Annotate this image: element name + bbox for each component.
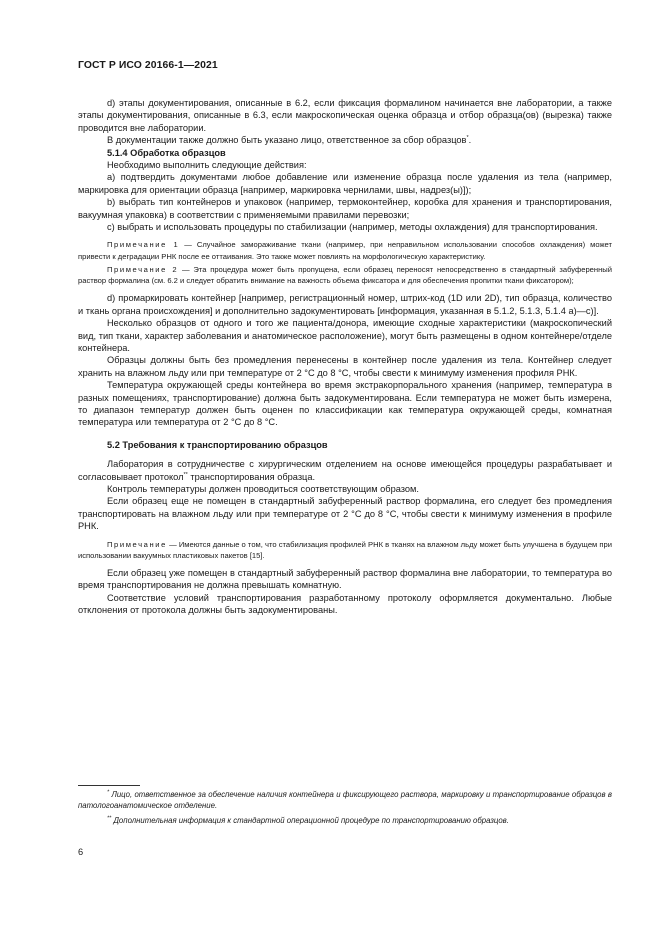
note-1 (78, 239, 612, 261)
footnote-mark: * (107, 789, 110, 796)
paragraph-compliance: Соответствие условий транспортирования разработанному протоколу оформляется документально. Любые отклонения от протокола должны быть задокументированы. (78, 592, 612, 616)
document-body (78, 97, 612, 617)
footnote-ref[interactable]: ** (183, 471, 188, 478)
list-item-b: b) выбрать тип контейнеров и упаковок (например, термоконтейнер, коробка для хранения и транспортирования, вакуумная упаковка) в соответствии с применяемыми правилами перевозки; (78, 197, 612, 220)
footnote-text: Лицо, ответственное за обеспечение наличия контейнера и фиксирующего раствора, маркировку и транспортирование образцов в патологоанатомическое отделение. (78, 790, 612, 811)
list-item-d: d) промаркировать контейнер [например, регистрационный номер, штрих-код (1D или 2D), тип образца, количество и ткань органа происхождения] и дополнительно задокументировать [информация, указанная в 5.1.2, 5.1.3, 5.1.4 a)—c)]. (78, 293, 612, 316)
note-text: — Имеются данные о том, что стабилизация профилей РНК в тканях на влажном льду может быть улучшена в будущем при использовании вакуумных пластиковых пакетов [15]. (78, 539, 612, 560)
list-item-a: a) подтвердить документами любое добавление или изменение образца после удаления из тела (например, маркировка для ориентации образца [например, маркировка чернилами, швы, надрез(ы)]); (78, 172, 612, 195)
paragraph-responsible-person (78, 134, 612, 146)
footnote-divider (78, 785, 140, 786)
paragraph-formalin-outside-lab: Если образец уже помещен в стандартный забуференный раствор формалина вне лаборатории, то температура во время транспортирования не должна превышать комнатную. (78, 568, 612, 591)
paragraph-text: В документации также должно быть указано лицо, ответственное за сбор образцов (107, 135, 467, 146)
paragraph-wet-ice: Если образец еще не помещен в стандартный забуференный раствор формалина, его следует без промедления транспортировать на влажном льду или при температуре от 2 °С до 8 °С, чтобы свести к минимуму изменения в профиле РНК. (78, 496, 612, 532)
paragraph-actions: Необходимо выполнить следующие действия: (107, 160, 307, 171)
paragraph-d-documentation: d) этапы документирования, описанные в 6.2, если фиксация формалином начинается вне лаборатории, а также этапы документирования, описанные в 6.3, если макроскопическая оценка образца и отбор образца(ов) (вырезка) также проводится вне лаборатории. (78, 98, 612, 133)
paragraph-ambient-temperature: Температура окружающей среды контейнера во время экстракорпорального хранения (например, температура в разных помещениях, транспортирование) должна быть задокументирована. Если температура не может быть измерена, то диапазон температур должен быть оценен по классификации как температура окружающей среды, комнатная температура или температура от 2 °С до 8 °С. (78, 380, 612, 428)
page-number: 6 (78, 847, 84, 857)
note-text: — Случайное замораживание ткани (например, при неправильном использовании способов охлаждения) может привести к деградации РНК после ее оттаивания. Это также может повлиять на морфологическую характеристику. (78, 240, 612, 261)
document-header: ГОСТ Р ИСО 20166-1—2021 (78, 60, 218, 71)
note-text: — Эта процедура может быть пропущена, если образец переносят непосредственно в стандартный забуференный раствор формалина (см. 6.2 и следует обратить внимание на важность объема фиксатора и для обеспечения пропитки ткани фиксатором); (78, 264, 612, 286)
note-label: Примечание (107, 539, 167, 549)
note-label: Примечание 1 (107, 240, 180, 250)
paragraph-text: Лаборатория в сотрудничестве с хирургическим отделением на основе имеющейся процедуры разрабатывает и согласовывает протокол (78, 459, 612, 482)
footnotes (78, 789, 612, 826)
paragraph-multiple-samples: Несколько образцов от одного и того же пациента/донора, имеющие сходные характеристики (макроскопический вид, тип ткани, характер заболевания и анатомическое расположение), могут быть размещены в одном контейнере/отделе контейнера. (78, 318, 612, 353)
paragraph-text: . (468, 135, 472, 146)
paragraph-protocol (78, 458, 612, 483)
paragraph-text: транспортирования образца. (187, 471, 316, 482)
section-heading-5-1-4: 5.1.4 Обработка образцов (107, 147, 226, 158)
list-item-c: c) выбрать и использовать процедуры по стабилизации (например, методы охлаждения) для транспортирования. (107, 222, 598, 233)
footnote-ref[interactable]: * (466, 135, 469, 142)
footnote-mark: ** (107, 815, 112, 822)
section-heading-5-2: 5.2 Требования к транспортированию образцов (107, 439, 328, 450)
footnote-1 (78, 789, 612, 812)
paragraph-temperature-control: Контроль температуры должен проводиться соответствующим образом. (107, 483, 419, 494)
note-3 (78, 539, 612, 561)
note-2 (78, 264, 612, 286)
footnote-2 (78, 815, 612, 826)
note-label: Примечание 2 (107, 264, 179, 274)
paragraph-container-storage: Образцы должны быть без промедления перенесены в контейнер после удаления из тела. Контейнер следует хранить на влажном льду или при температуре от 2 °С до 8 °С, чтобы свести к минимуму изменения профиля РНК. (78, 355, 612, 378)
footnote-text: Дополнительная информация к стандартной операционной процедуре по транспортированию образцов. (111, 815, 509, 825)
